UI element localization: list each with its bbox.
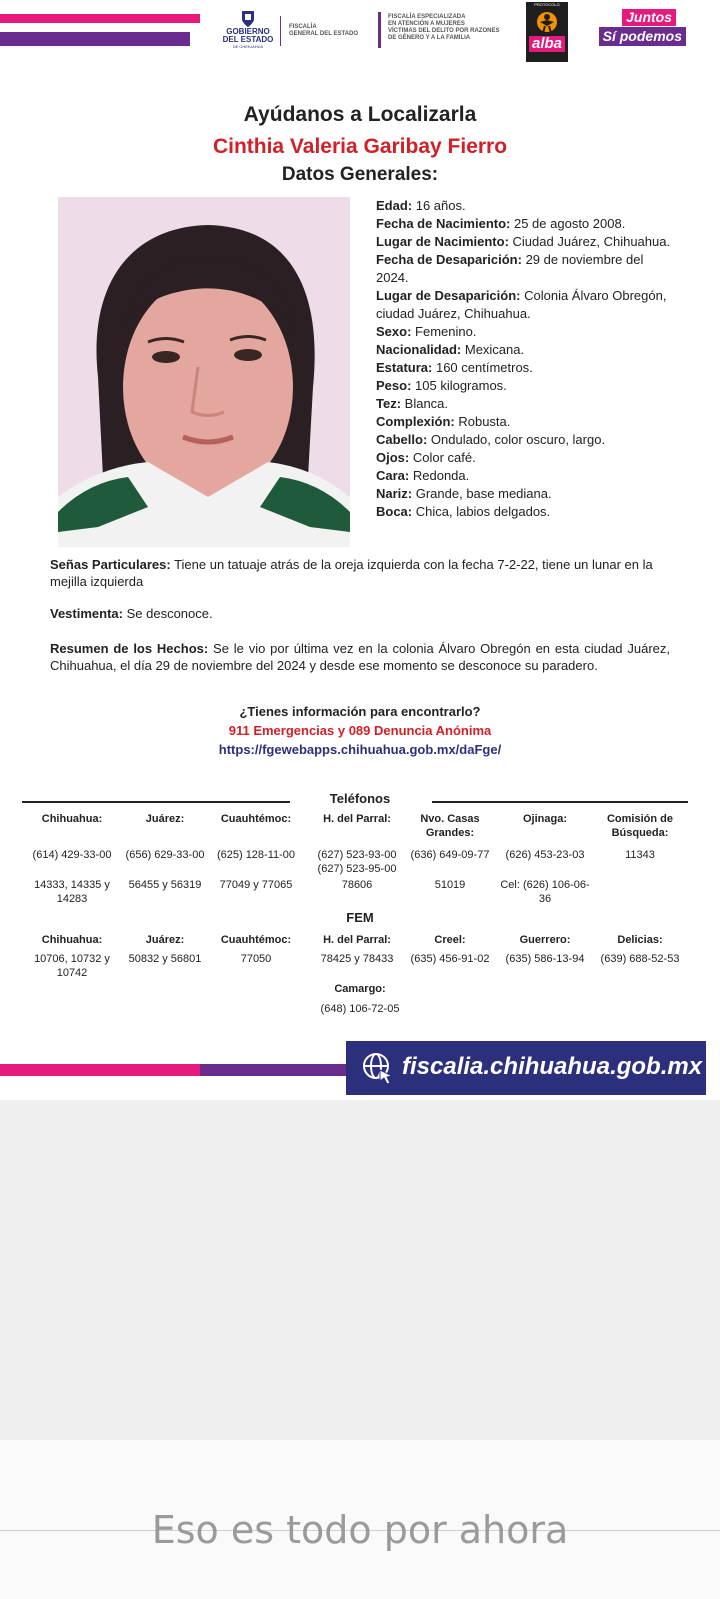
website-url[interactable]: fiscalia.chihuahua.gob.mx (402, 1053, 703, 1080)
detail-value: Blanca. (401, 396, 449, 411)
senas-value: Tiene un tatuaje atrás de la oreja izquierda con la fecha 7-2-22, tiene un lunar en la mejilla izquierda (50, 557, 653, 589)
phones-cell: 11343 (625, 849, 655, 861)
detail-row (376, 467, 676, 485)
detail-label: Lugar de Desaparición: (376, 288, 521, 303)
fem-line3: VÍCTIMAS DEL DELITO POR RAZONES (388, 28, 500, 34)
detail-row (376, 341, 676, 359)
resumen-value: Se le vio por última vez en la colonia Álvaro Obregón en esta ciudad Juárez, Chihuahua, el día 29 de noviembre del 2024 y desde ese momento se desconoce su paradero. (50, 641, 670, 673)
phones-header-cell: Comisión de Búsqueda: (606, 813, 673, 839)
vestimenta-value: Se desconoce. (122, 606, 213, 621)
vestimenta (50, 605, 670, 622)
phones-cell: 77050 (240, 953, 272, 965)
general-details (376, 197, 676, 521)
help-title: Ayúdanos a Localizarla (243, 103, 477, 126)
report-url[interactable]: https://fgewebapps.chihuahua.gob.mx/daFge/ (218, 742, 502, 757)
detail-row (376, 215, 676, 233)
phones-cell: 78606 (341, 879, 373, 891)
phones-cell: (614) 429-33-00 (32, 849, 112, 861)
alba-top-text: PROTOCOLO (534, 2, 560, 7)
top-stripe-magenta (0, 14, 200, 23)
phones-cell: (635) 586-13-94 (505, 953, 585, 965)
phones-header-cell: H. del Parral: (323, 813, 391, 825)
resumen-hechos (50, 640, 670, 674)
phones-cell: 56455 y 56319 (128, 879, 202, 891)
info-question: ¿Tienes información para encontrarlo? (239, 704, 481, 719)
emergency-numbers: 911 Emergencias y 089 Denuncia Anónima (228, 723, 492, 738)
detail-value: 160 centímetros. (432, 360, 533, 375)
globe-cursor-icon (360, 1050, 396, 1086)
detail-row (376, 251, 676, 287)
phones-header-cell: Nvo. Casas Grandes: (420, 813, 480, 839)
bottom-stripe-purple (200, 1064, 350, 1076)
detail-label: Peso: (376, 378, 412, 393)
phones-rule-right (432, 801, 688, 803)
alba-sun-icon (532, 8, 562, 34)
detail-label: Edad: (376, 198, 413, 213)
phones-cell: 78425 y 78433 (320, 953, 394, 965)
detail-value: Ondulado, color oscuro, largo. (427, 432, 606, 447)
detail-value: 29 de noviembre del 2024. (376, 252, 644, 285)
senas-particulares (50, 556, 670, 590)
phones-header-cell: Guerrero: (519, 934, 571, 946)
senas-label: Señas Particulares: (50, 557, 171, 572)
gobierno-logo (213, 10, 283, 55)
fem-line2: EN ATENCIÓN A MUJERES (388, 21, 465, 27)
phones-title: Teléfonos (329, 791, 391, 806)
fem-line4: DE GÉNERO Y A LA FAMILIA (388, 35, 471, 41)
juntos-text: Juntos (622, 9, 676, 26)
si-podemos-text: Sí podemos (599, 27, 686, 46)
general-data-title: Datos Generales: (281, 164, 439, 185)
detail-label: Estatura: (376, 360, 433, 375)
phones-cell: (625) 128-11-00 (216, 849, 296, 861)
camargo-label: Camargo: (334, 983, 386, 995)
detail-row (376, 449, 676, 467)
phones-cell: 50832 y 56801 (128, 953, 202, 965)
phones-header-cell: Delicias: (617, 934, 663, 946)
phones-header-cell: Juárez: (145, 934, 185, 946)
detail-label: Cabello: (376, 432, 428, 447)
detail-row (376, 503, 676, 521)
detail-value: Mexicana. (461, 342, 525, 357)
detail-row (376, 413, 676, 431)
detail-label: Complexión: (376, 414, 455, 429)
logo-divider (280, 16, 281, 46)
detail-value: Grande, base mediana. (412, 486, 552, 501)
phones-cell: (635) 456-91-02 (410, 953, 490, 965)
detail-value: 16 años. (412, 198, 466, 213)
detail-value: 105 kilogramos. (411, 378, 507, 393)
detail-label: Sexo: (376, 324, 412, 339)
detail-row (376, 395, 676, 413)
detail-row (376, 485, 676, 503)
detail-row (376, 233, 676, 251)
detail-label: Nariz: (376, 486, 413, 501)
alba-label: alba (529, 36, 565, 52)
detail-row (376, 431, 676, 449)
gov-line2: DEL ESTADO (222, 35, 274, 44)
detail-value: Redonda. (409, 468, 470, 483)
detail-label: Cara: (376, 468, 410, 483)
fem-divider (378, 12, 381, 48)
phones-header-cell: Chihuahua: (41, 813, 103, 825)
fem-line1: FISCALÍA ESPECIALIZADA (388, 14, 466, 20)
portrait-illustration (58, 197, 350, 547)
detail-value: Robusta. (454, 414, 511, 429)
top-stripe-purple (0, 32, 190, 46)
phones-header-cell: H. del Parral: (323, 934, 391, 946)
phones-header-cell: Cuauhtémoc: (220, 813, 292, 825)
detail-value: Femenino. (411, 324, 477, 339)
fem-title: FEM (346, 910, 374, 925)
person-name: Cinthia Valeria Garibay Fierro (212, 135, 508, 158)
phones-cell: (626) 453-23-03 (505, 849, 585, 861)
fiscalia-line1: FISCALÍA (289, 24, 317, 30)
gov-line3: DE CHIHUAHUA (232, 44, 264, 49)
empty-area (0, 1100, 720, 1440)
phones-cell: (636) 649-09-77 (410, 849, 490, 861)
detail-value: Chica, labios delgados. (412, 504, 551, 519)
phones-cell: Cel: (626) 106-06-36 (500, 879, 590, 905)
phones-cell: 10706, 10732 y 10742 (34, 953, 110, 979)
fem-logo (388, 14, 518, 42)
phones-header-cell: Creel: (434, 934, 466, 946)
detail-label: Fecha de Nacimiento: (376, 216, 511, 231)
phones-cell: 77049 y 77065 (219, 879, 293, 891)
phones-header-cell: Chihuahua: (41, 934, 103, 946)
phones-cell: (656) 629-33-00 (125, 849, 205, 861)
phones-cell: 51019 (434, 879, 466, 891)
camargo-phone: (648) 106-72-05 (320, 1003, 400, 1015)
detail-row (376, 323, 676, 341)
detail-value: Ciudad Juárez, Chihuahua. (508, 234, 671, 249)
juntos-logo (590, 9, 686, 49)
detail-row (376, 287, 676, 323)
detail-label: Nacionalidad: (376, 342, 462, 357)
detail-row (376, 197, 676, 215)
end-of-feed-text: Eso es todo por ahora (151, 1508, 569, 1552)
detail-label: Boca: (376, 504, 413, 519)
phones-cell: (639) 688-52-53 (600, 953, 680, 965)
gov-line1: GOBIERNO (226, 27, 270, 36)
detail-value: 25 de agosto 2008. (510, 216, 626, 231)
phones-header-cell: Ojinaga: (522, 813, 567, 825)
vestimenta-label: Vestimenta: (50, 606, 123, 621)
fiscalia-logo (289, 24, 369, 38)
detail-value: Color café. (409, 450, 476, 465)
detail-value: Colonia Álvaro Obregón, ciudad Juárez, Chihuahua. (376, 288, 667, 321)
alba-logo (526, 2, 568, 62)
person-photo (58, 197, 350, 547)
phones-cell: (627) 523-93-00 (627) 523-95-00 (317, 849, 397, 875)
website-bar[interactable] (346, 1041, 706, 1095)
detail-label: Ojos: (376, 450, 410, 465)
phones-cell: 14333, 14335 y 14283 (34, 879, 110, 905)
resumen-label: Resumen de los Hechos: (50, 641, 209, 656)
fiscalia-line2: GENERAL DEL ESTADO (289, 31, 359, 37)
detail-label: Tez: (376, 396, 402, 411)
shield-icon (240, 10, 256, 28)
phones-header-cell: Cuauhtémoc: (220, 934, 292, 946)
detail-label: Fecha de Desaparición: (376, 252, 522, 267)
phones-header-cell: Juárez: (145, 813, 185, 825)
detail-label: Lugar de Nacimiento: (376, 234, 509, 249)
detail-row (376, 377, 676, 395)
detail-row (376, 359, 676, 377)
